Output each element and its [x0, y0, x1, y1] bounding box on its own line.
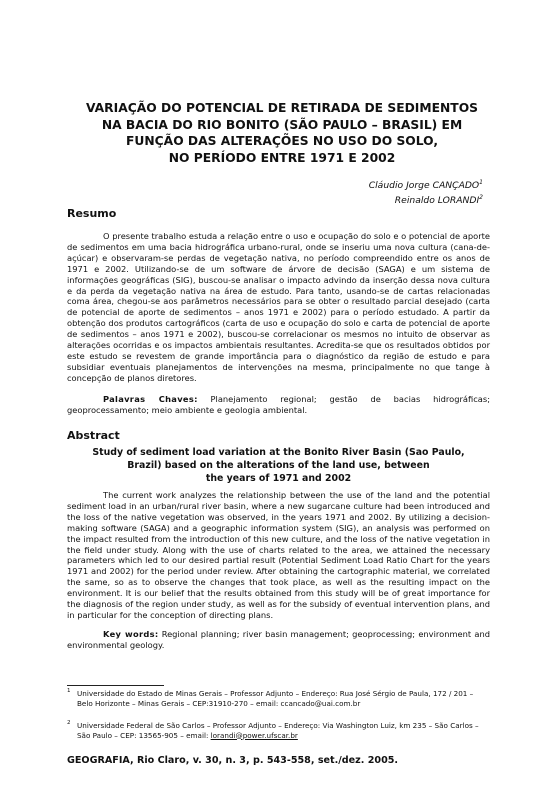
abstract-heading: Abstract: [67, 429, 120, 442]
title-line: VARIAÇÃO DO POTENCIAL DE RETIRADA DE SEDIMENTOS: [85, 101, 479, 115]
footnote-text: Universidade do Estado de Minas Gerais – Professor Adjunto – Endereço: Rua José Sérgio de Paula, 172 / 201 – Belo Horizonte – Minas Gerais – CEP:31910-270 – email: ccancado@uai.com.br: [77, 689, 474, 708]
email-link[interactable]: lorandi@power.ufscar.br: [210, 730, 298, 740]
article-title: [80, 100, 484, 166]
author-footnote-mark: 2: [479, 194, 483, 201]
footnote-number: 1: [67, 688, 71, 694]
footnote-number: 2: [67, 720, 71, 726]
english-title-line: Brazil) based on the alterations of the land use, between: [127, 459, 430, 471]
footnote-2: [67, 721, 490, 740]
resumo-paragraph: [67, 231, 490, 384]
author-1: [369, 179, 483, 191]
author-footnote-mark: 1: [479, 179, 483, 186]
title-line: NO PERÍODO ENTRE 1971 E 2002: [168, 150, 396, 165]
english-title-line: the years of 1971 and 2002: [205, 472, 352, 484]
resumo-heading: Resumo: [67, 207, 117, 220]
author-2: [395, 194, 483, 206]
keywords-text: Regional planning; river basin management; geoprocessing; environment and environmental geology.: [67, 629, 490, 650]
title-line: FUNÇÃO DAS ALTERAÇÕES NO USO DO SOLO,: [125, 134, 439, 148]
abstract-text: The current work analyzes the relationship between the use of the land and the potential sediment load in an urban/rural river basin, where a new sugarcane culture had been introduced and the loss of the native vegetation was observed, in the years 1971 and 2002. By utilizing a decision-making software (SAGA) and a geographic information system (SIG), an analysis was performed on the impact resulted from the introduction of this new culture, and the loss of the native vegetation in the field under study. Along with the use of charts related to the area, we attained the necessary parameters which led to our desired partial result (Potential Sediment Load Ratio Chart for the years 1971 and 2002) for the period under review. After obtaining the cartographic material, we correlated the same, so as to observe the changes that took place, as well as the resulting impact on the environment. It is our belief that the results obtained from this study will be of great importance for the diagnosis of the region under study, as well as for the subsidy of eventual intervention plans, and in particular for the conception of directing plans.: [67, 490, 490, 620]
keywords-label: Palavras Chaves:: [103, 394, 198, 404]
title-line: NA BACIA DO RIO BONITO (SÃO PAULO – BRASIL) EM: [101, 117, 463, 132]
english-title: [70, 447, 487, 485]
footnote-1: [67, 689, 490, 708]
footnote-rule: [67, 685, 164, 686]
abstract-paragraph: [67, 490, 490, 621]
abstract-keywords: [67, 629, 490, 651]
author-name: Reinaldo LORANDI: [394, 195, 480, 207]
keywords-label: Key words:: [103, 629, 159, 639]
author-name: Cláudio Jorge CANÇADO: [368, 180, 480, 192]
journal-citation: GEOGRAFIA, Rio Claro, v. 30, n. 3, p. 543-558, set./dez. 2005.: [67, 755, 399, 766]
footnote-text: Universidade Federal de São Carlos – Professor Adjunto – Endereço: Via Washington Luiz, km 235 – São Carlos – São Paulo – CEP: 13565-905 – email:: [77, 721, 479, 740]
resumo-text: O presente trabalho estuda a relação entre o uso e ocupação do solo e o potencial de aporte de sedimentos em uma bacia hidrográfica urbano-rural, onde se inseriu uma nova cultura (cana-de-açúcar) e observaram-se perdas de vegetação nativa, no período compreendido entre os anos de 1971 e 2002. Utilizando-se de um software de árvore de decisão (SAGA) e um sistema de informações geográficas (SIG), buscou-se analisar o impacto advindo da inserção dessa nova cultura e da perda da vegetação nativa na área de estudo. Para tanto, usando-se de cartas relacionadas coma área, chegou-se aos parâmetros necessários para se obter o resultado parcial desejado (carta de potencial de aporte de sedimentos – anos 1971 e 2002) para o período estudado. A partir da obtenção dos produtos cartográficos (carta de uso e ocupação do solo e carta de potencial de aporte de sedimentos – anos 1971 e 2002), buscou-se correlacionar os mesmos no intuito de observar as alterações ocorridas e os impactos ambientais resultantes. Acredita-se que os resultados obtidos por este estudo se revestem de grande importância para o diagnóstico da região de estudo e para subsidiar eventuais planejamentos de intervenções na mesma, principalmente no que tange à concepção de planos diretores.: [67, 231, 490, 383]
keywords-text: Planejamento regional; gestão de bacias hidrográficas; geoprocessamento; meio ambiente e geologia ambiental.: [67, 394, 490, 415]
resumo-keywords: [67, 394, 490, 416]
english-title-line: Study of sediment load variation at the Bonito River Basin (Sao Paulo,: [92, 447, 465, 458]
